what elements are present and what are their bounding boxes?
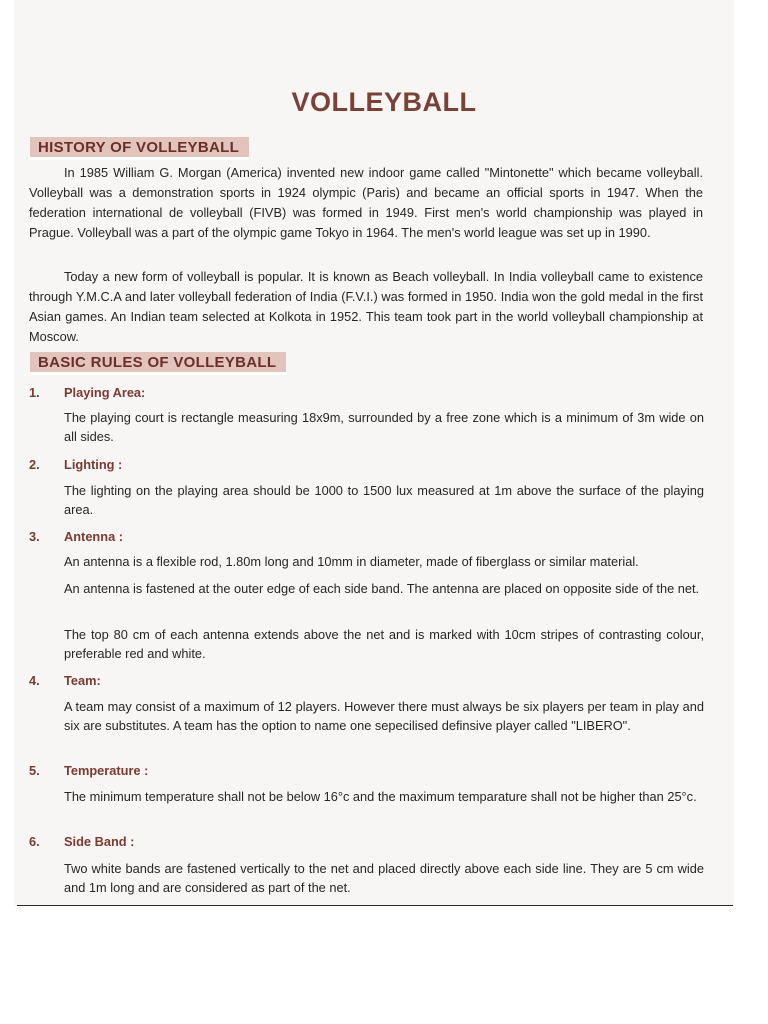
bottom-divider xyxy=(17,905,733,906)
page-title: VOLLEYBALL xyxy=(291,87,477,117)
rules-heading: BASIC RULES OF VOLLEYBALL xyxy=(30,352,286,375)
history-paragraph-1-text: In 1985 William G. Morgan (America) invented new indoor game called "Mintonette" which became volleyball. Volleyball was a demonstration sports in 1924 olympic (Paris) and became an official sports in 1947. When the federation international de volleyball (FIVB) was formed in 1949. First men's world championship was played in Prague. Volleyball was a part of the olympic game Tokyo in 1964. The men's world league was set up in 1990. xyxy=(29,165,703,240)
rule-5-heading: Temperature : xyxy=(64,763,149,778)
rule-4-heading: Team: xyxy=(64,673,101,688)
rule-2-number: 2. xyxy=(29,457,40,472)
history-paragraph-1 xyxy=(29,163,703,243)
rule-3-text-1: An antenna is a flexible rod, 1.80m long and 10mm in diameter, made of fiberglass or similar material. xyxy=(64,554,639,569)
history-paragraph-2 xyxy=(29,267,703,347)
rule-5-text: The minimum temperature shall not be below 16°c and the maximum temparature shall not be higher than 25°c. xyxy=(64,789,697,804)
rule-2-text: The lighting on the playing area should be 1000 to 1500 lux measured at 1m above the surface of the playing area. xyxy=(64,483,704,517)
rule-4-text: A team may consist of a maximum of 12 players. However there must always be six players per team in play and six are substitutes. A team has the option to name one sepecilised definsive player called "LIBERO". xyxy=(64,699,704,733)
rule-6-heading: Side Band : xyxy=(64,834,135,849)
history-paragraph-2-text: Today a new form of volleyball is popular. It is known as Beach volleyball. In India volleyball came to existence through Y.M.C.A and later volleyball federation of India (F.V.I.) was formed in 1950. India won the gold medal in the first Asian games. An Indian team selected at Kolkota in 1952. This team took part in the world volleyball championship at Moscow. xyxy=(29,269,703,344)
rule-6-number: 6. xyxy=(29,834,40,849)
rule-4-number: 4. xyxy=(29,673,40,688)
rule-3-heading: Antenna : xyxy=(64,529,124,544)
rule-6-text: Two white bands are fastened vertically to the net and placed directly above each side line. They are 5 cm wide and 1m long and are considered as part of the net. xyxy=(64,861,704,895)
rule-3-text-2: An antenna is fastened at the outer edge of each side band. The antenna are placed on opposite side of the net. xyxy=(64,581,700,596)
rule-5-number: 5. xyxy=(29,763,40,778)
rule-3-text-3: The top 80 cm of each antenna extends above the net and is marked with 10cm stripes of contrasting colour, preferable red and white. xyxy=(64,627,704,661)
rule-1-number: 1. xyxy=(29,385,40,400)
history-heading: HISTORY OF VOLLEYBALL xyxy=(30,137,249,160)
rule-3-number: 3. xyxy=(29,529,40,544)
rule-2-heading: Lighting : xyxy=(64,457,123,472)
rule-1-text: The playing court is rectangle measuring 18x9m, surrounded by a free zone which is a minimum of 3m wide on all sides. xyxy=(64,410,704,444)
rule-1-heading: Playing Area: xyxy=(64,385,146,400)
